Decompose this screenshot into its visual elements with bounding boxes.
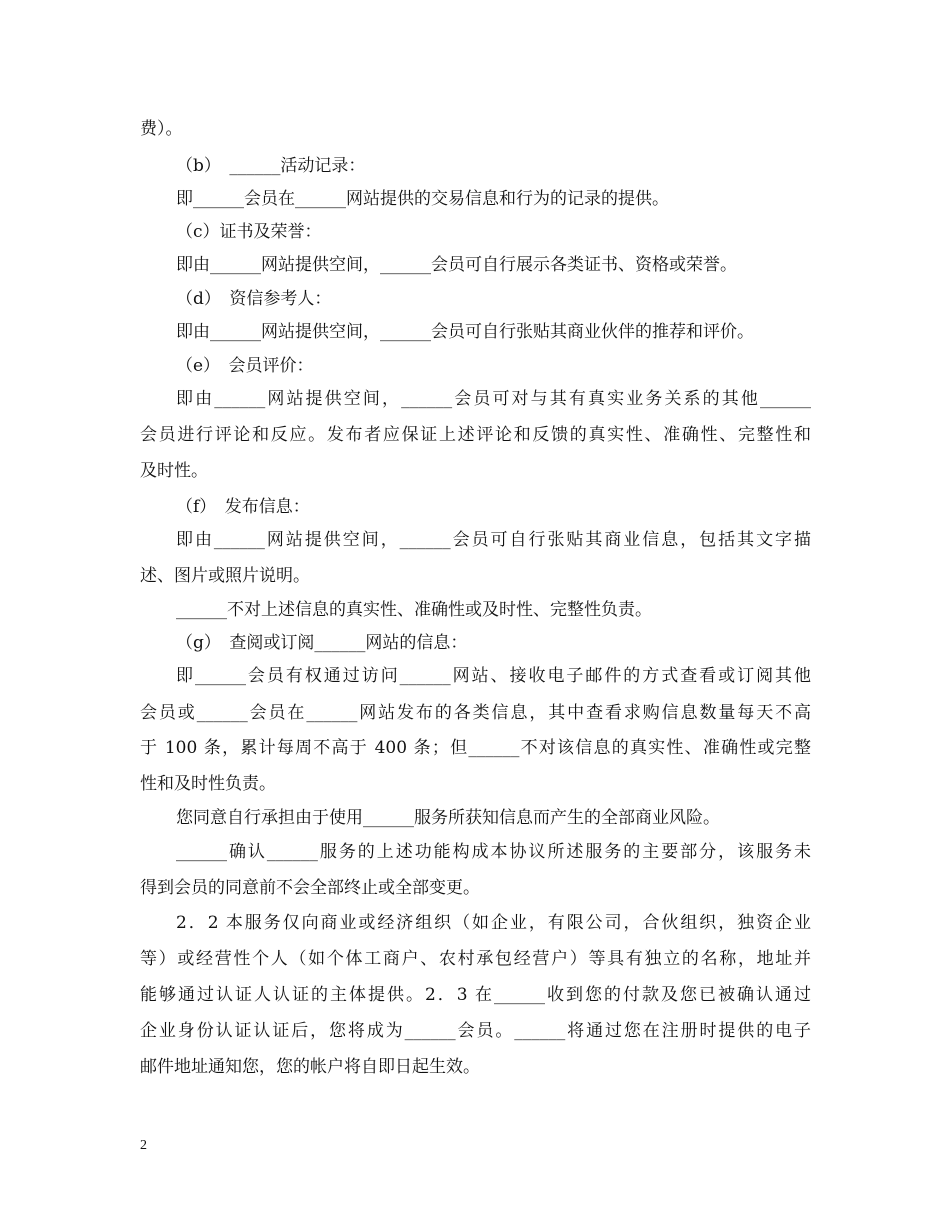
text-line: 于 100 条，累计每周不高于 400 条；但______不对该信息的真实性、准确性或完整 [140,738,811,758]
text-line: 述、图片或照片说明。 [140,566,310,586]
text-line: 即由______网站提供空间，______会员可自行张贴其商业伙伴的推荐和评价。 [176,322,754,342]
text-line: 即______会员在______网站提供的交易信息和行为的记录的提供。 [176,189,669,209]
text-line: 性和及时性负责。 [140,774,276,794]
text-line: 会员或______会员在______网站发布的各类信息，其中查看求购信息数量每天不高 [140,703,811,723]
text-line: （b） ______活动记录： [176,156,366,176]
text-line: 2．2 本服务仅向商业或经济组织（如企业，有限公司，合伙组织，独资企业 [176,913,811,933]
text-line: ______不对上述信息的真实性、准确性或及时性、完整性负责。 [176,600,652,620]
text-line: 费）。 [140,119,183,139]
text-line: 邮件地址通知您，您的帐户将自即日起生效。 [140,1057,480,1077]
text-line: （g） 查阅或订阅______网站的信息： [176,633,468,653]
text-line: 企业身份认证认证后，您将成为______会员。______将通过您在注册时提供的电子 [140,1021,811,1041]
text-line: ______确认______服务的上述功能构成本协议所述服务的主要部分，该服务未 [176,842,811,862]
text-line: 您同意自行承担由于使用______服务所获知信息而产生的全部商业风险。 [176,808,720,828]
text-line: 得到会员的同意前不会全部终止或全部变更。 [140,878,480,898]
text-line: 及时性。 [140,461,208,481]
text-line: 等）或经营性个人（如个体工商户、农村承包经营户）等具有独立的名称，地址并 [140,949,811,969]
text-line: （f） 发布信息： [176,497,310,517]
text-line: 能够通过认证人认证的主体提供。2．3 在______收到您的付款及您已被确认通过 [140,985,811,1005]
text-line: （d） 资信参考人： [176,289,332,309]
text-line: 即由______网站提供空间，______会员可自行展示各类证书、资格或荣誉。 [176,255,737,275]
text-line: （e） 会员评价： [176,356,314,376]
text-line: 即由______网站提供空间，______会员可自行张贴其商业信息，包括其文字描 [176,530,811,550]
text-line: 即______会员有权通过访问______网站、接收电子邮件的方式查看或订阅其他 [176,666,811,686]
text-line: （c）证书及荣誉： [176,222,322,242]
text-line: 会员进行评论和反应。发布者应保证上述评论和反馈的真实性、准确性、完整性和 [140,425,811,445]
text-line: 即由______网站提供空间，______会员可对与其有真实业务关系的其他______ [176,389,811,409]
page-number: 2 [140,1138,147,1153]
